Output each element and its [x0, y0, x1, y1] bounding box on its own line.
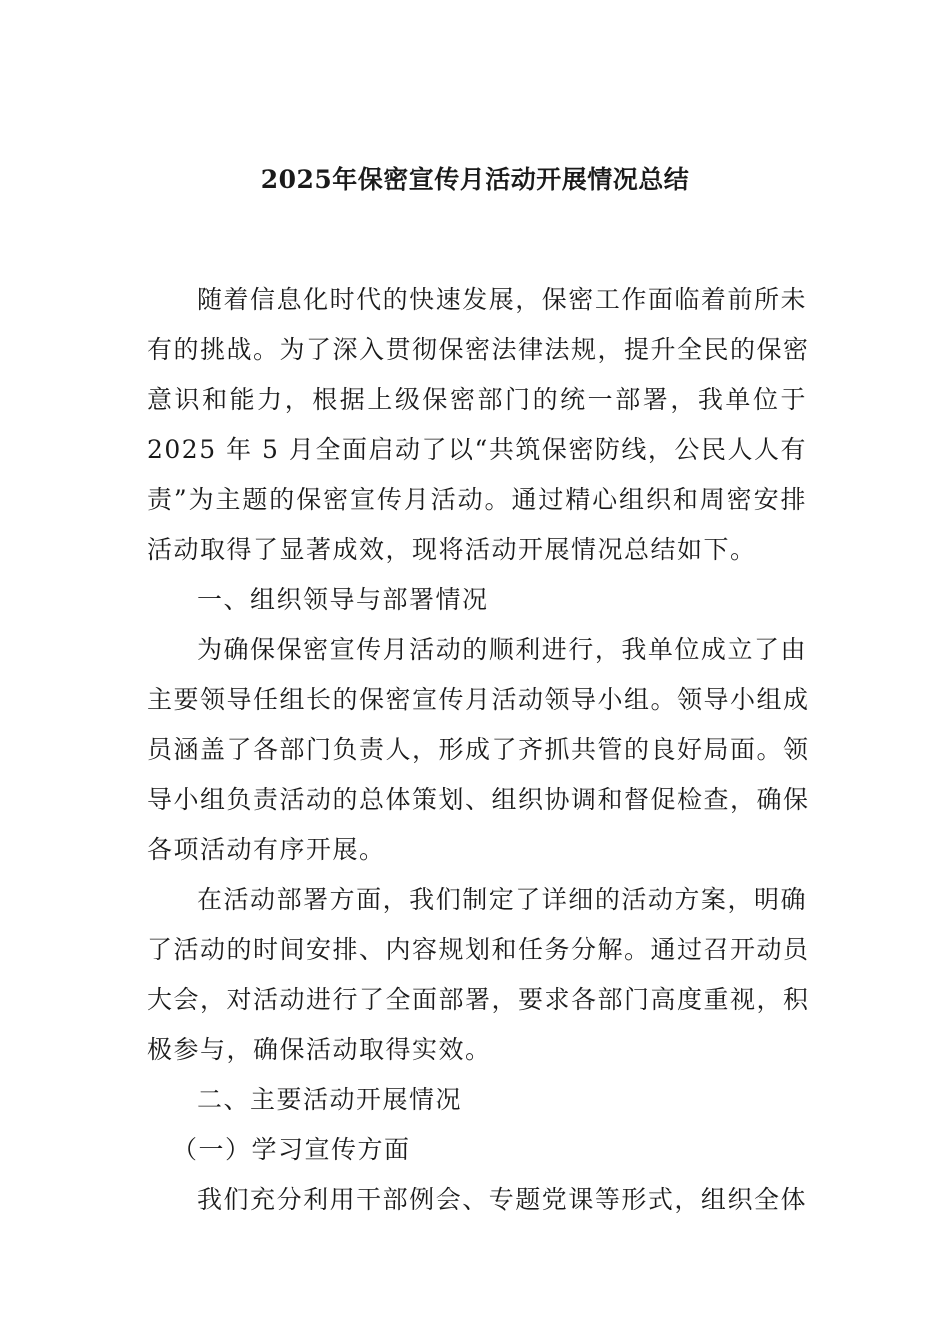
- text-line: 主要领导任组长的保密宣传月活动领导小组。领导小组成: [147, 685, 810, 714]
- text-line: 活动取得了显著成效，现将活动开展情况总结如下。: [147, 535, 757, 564]
- text-line: 极参与，确保活动取得实效。: [147, 1035, 492, 1064]
- text-line: 意识和能力，根据上级保密部门的统一部署，我单位于: [147, 385, 807, 414]
- text-line: 2025 年 5 月全面启动了以“共筑保密防线，公民人人有: [147, 435, 807, 464]
- section-heading-activities: 二、主要活动开展情况: [197, 1085, 463, 1114]
- text-line: 我们充分利用干部例会、专题党课等形式，组织全体: [197, 1185, 807, 1214]
- paragraph-organization: [147, 625, 810, 875]
- text-line: 有的挑战。为了深入贯彻保密法律法规，提升全民的保密: [147, 335, 810, 364]
- text-line: 各项活动有序开展。: [147, 835, 386, 864]
- text-line: 责”为主题的保密宣传月活动。通过精心组织和周密安排: [147, 485, 807, 514]
- paragraph-study: [147, 1175, 807, 1225]
- paragraph-intro: [147, 275, 810, 575]
- text-line: 导小组负责活动的总体策划、组织协调和督促检查，确保: [147, 785, 810, 814]
- paragraph-deployment: [147, 875, 810, 1075]
- text-line: 大会，对活动进行了全面部署，要求各部门高度重视，积: [147, 985, 810, 1014]
- text-line: 为确保保密宣传月活动的顺利进行，我单位成立了由: [197, 635, 807, 664]
- text-line: 在活动部署方面，我们制定了详细的活动方案，明确: [197, 885, 807, 914]
- text-line: 了活动的时间安排、内容规划和任务分解。通过召开动员: [147, 935, 810, 964]
- document-body: [147, 275, 810, 1225]
- text-line: 员涵盖了各部门负责人，形成了齐抓共管的良好局面。领: [147, 735, 810, 764]
- subsection-heading-study: （一）学习宣传方面: [172, 1135, 411, 1164]
- document-title: 2025年保密宣传月活动开展情况总结: [260, 165, 690, 194]
- section-heading-organization: 一、组织领导与部署情况: [197, 585, 489, 614]
- text-line: 随着信息化时代的快速发展，保密工作面临着前所未: [197, 285, 807, 314]
